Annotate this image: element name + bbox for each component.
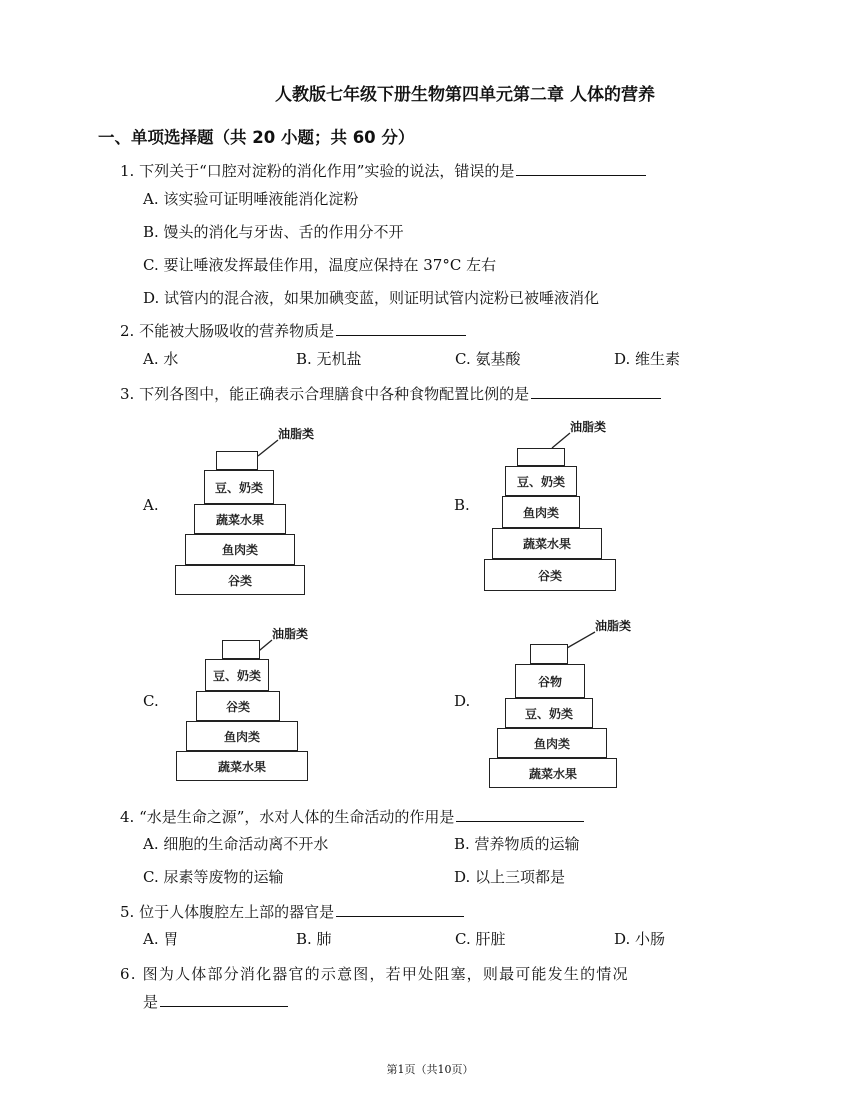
pyramid-layer: 谷类 — [484, 559, 616, 591]
pyramid-oil-box — [216, 451, 258, 470]
q5-option-b: B. 肺 — [296, 930, 332, 948]
q5-option-d: D. 小肠 — [614, 930, 666, 948]
question-4 — [120, 806, 584, 827]
q1-option-a: A. 该实验可证明唾液能消化淀粉 — [143, 190, 359, 208]
pyramid-layer: 谷物 — [515, 664, 585, 698]
pyramid-layer: 蔬菜水果 — [492, 528, 602, 559]
pyramid-figure-b — [480, 415, 740, 595]
figure-c-label: C. — [143, 692, 159, 710]
question-6-stem-cont — [143, 991, 288, 1012]
q4-option-d: D. 以上三项都是 — [454, 868, 566, 886]
figure-d-label: D. — [454, 692, 471, 710]
question-5-stem: 5. 位于人体腹腔左上部的器官是 — [120, 903, 335, 921]
pyramid-figure-c — [172, 620, 432, 790]
pyramid-layer: 豆、奶类 — [204, 470, 274, 504]
q1-option-d: D. 试管内的混合液，如果加碘变蓝，则证明试管内淀粉已被唾液消化 — [143, 289, 600, 307]
pyramid-top-label: 油脂类 — [278, 427, 315, 441]
q5-option-a: A. 胃 — [143, 930, 179, 948]
q4-option-c: C. 尿素等废物的运输 — [143, 868, 284, 886]
answer-blank — [160, 992, 288, 1007]
section-heading: 一、单项选择题（共 20 小题；共 60 分） — [98, 128, 415, 147]
page-footer: 第1页（共10页） — [386, 1063, 474, 1076]
pyramid-oil-box — [530, 644, 568, 664]
pyramid-figure-a — [170, 420, 430, 600]
pyramid-layer: 鱼肉类 — [497, 728, 607, 758]
answer-blank — [531, 384, 661, 399]
question-3-stem: 3. 下列各图中，能正确表示合理膳食中各种食物配置比例的是 — [120, 385, 530, 403]
pyramid-layer: 鱼肉类 — [185, 534, 295, 565]
q4-option-a: A. 细胞的生命活动离不开水 — [143, 835, 329, 853]
pyramid-oil-box — [222, 640, 260, 659]
q5-option-c: C. 肝脏 — [455, 930, 506, 948]
pyramid-top-label: 油脂类 — [570, 420, 607, 434]
pyramid-oil-box — [517, 448, 565, 466]
question-3 — [120, 383, 661, 404]
pyramid-layer: 蔬菜水果 — [176, 751, 308, 781]
answer-blank — [336, 902, 464, 917]
answer-blank — [336, 321, 466, 336]
q2-option-a: A. 水 — [143, 350, 179, 368]
pyramid-layer: 鱼肉类 — [502, 496, 580, 528]
page-title: 人教版七年级下册生物第四单元第二章 人体的营养 — [275, 85, 655, 105]
pyramid-top-label: 油脂类 — [272, 627, 309, 641]
pyramid-figure-d — [485, 612, 745, 792]
q2-option-c: C. 氨基酸 — [455, 350, 521, 368]
answer-blank — [456, 807, 584, 822]
pyramid-layer: 豆、奶类 — [505, 466, 577, 496]
figure-b-label: B. — [454, 496, 470, 514]
pyramid-layer: 蔬菜水果 — [489, 758, 617, 788]
question-1 — [120, 160, 646, 181]
question-2-stem: 2. 不能被大肠吸收的营养物质是 — [120, 322, 335, 340]
q2-option-d: D. 维生素 — [614, 350, 681, 368]
pyramid-layer: 豆、奶类 — [505, 698, 593, 728]
q2-option-b: B. 无机盐 — [296, 350, 362, 368]
answer-blank — [516, 161, 646, 176]
pyramid-top-label: 油脂类 — [595, 619, 632, 633]
q4-option-b: B. 营养物质的运输 — [454, 835, 580, 853]
figure-a-label: A. — [143, 496, 159, 514]
pyramid-layer: 蔬菜水果 — [194, 504, 286, 534]
question-5 — [120, 901, 464, 922]
question-6-stem: 6. 图为人体部分消化器官的示意图，若甲处阻塞，则最可能发生的情况 — [120, 965, 629, 983]
question-1-stem: 1. 下列关于“口腔对淀粉的消化作用”实验的说法，错误的是 — [120, 162, 515, 180]
q1-option-c: C. 要让唾液发挥最佳作用，温度应保持在 37°C 左右 — [143, 256, 497, 274]
question-6-stem-2: 是 — [143, 993, 159, 1011]
pyramid-layer: 谷类 — [175, 565, 305, 595]
question-2 — [120, 320, 466, 341]
pyramid-layer: 豆、奶类 — [205, 659, 269, 691]
pyramid-layer: 鱼肉类 — [186, 721, 298, 751]
question-4-stem: 4. “水是生命之源”，水对人体的生命活动的作用是 — [120, 808, 455, 826]
pointer-line — [485, 612, 745, 672]
pyramid-layer: 谷类 — [196, 691, 280, 721]
q1-option-b: B. 馒头的消化与牙齿、舌的作用分不开 — [143, 223, 404, 241]
